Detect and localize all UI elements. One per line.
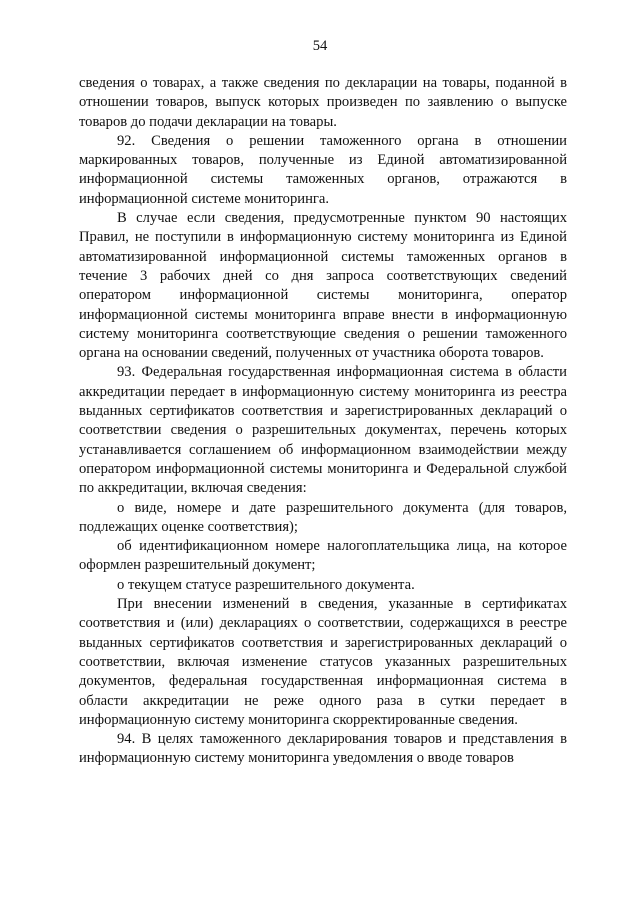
list-item-taxpayer-id: об идентификационном номере налогоплательщика лица, на которое оформлен разрешительный документ; bbox=[79, 538, 567, 574]
paragraph-92: 92. Сведения о решении таможенного органа в отношении маркированных товаров, полученные из Единой автоматизированной информационной системы таможенных органов, отражаются в информационной системе мониторинга. bbox=[79, 132, 567, 207]
document-body bbox=[79, 74, 567, 769]
page-number: 54 bbox=[312, 38, 328, 54]
paragraph-continuation: сведения о товарах, а также сведения по декларации на товары, поданной в отношении товаров, выпуск которых произведен по заявлению о выпуске товаров до подачи декларации на товары. bbox=[79, 75, 567, 130]
paragraph-94: 94. В целях таможенного декларирования товаров и представления в информационную систему мониторинга уведомления о вводе товаров bbox=[79, 731, 567, 767]
list-item-document-type: о виде, номере и дате разрешительного документа (для товаров, подлежащих оценке соответствия); bbox=[79, 499, 567, 535]
list-item-document-status: о текущем статусе разрешительного документа. bbox=[117, 576, 415, 593]
paragraph-92-exception: В случае если сведения, предусмотренные пунктом 90 настоящих Правил, не поступили в информационную систему мониторинга из Единой автоматизированной информационной системы таможенных органов в течение 3 рабочих дней со дня запроса соответствующих сведений оператором информационной системы мониторинга, оператор информационной системы мониторинга вправе внести в информационную систему мониторинга соответствующие сведения о решении таможенного органа на основании сведений, полученных от участника оборота товаров. bbox=[79, 210, 567, 362]
paragraph-93: 93. Федеральная государственная информационная система в области аккредитации передает в информационную систему мониторинга из реестра выданных сертификатов соответствия и зарегистрированных деклараций о соответствии сведения о разрешительных документах, перечень которых устанавливается соглашением об информационном взаимодействии между оператором информационной системы мониторинга и Федеральной службой по аккредитации, включая сведения: bbox=[79, 364, 567, 497]
paragraph-93-changes: При внесении изменений в сведения, указанные в сертификатах соответствия и (или) декларациях о соответствии, содержащихся в реестре выданных сертификатов соответствия и зарегистрированных деклараций о соответствии, включая изменение статусов указанных разрешительных документов, федеральная государственная информационная система в области аккредитации не реже одного раза в сутки передает в информационную систему мониторинга скорректированные сведения. bbox=[79, 596, 567, 728]
